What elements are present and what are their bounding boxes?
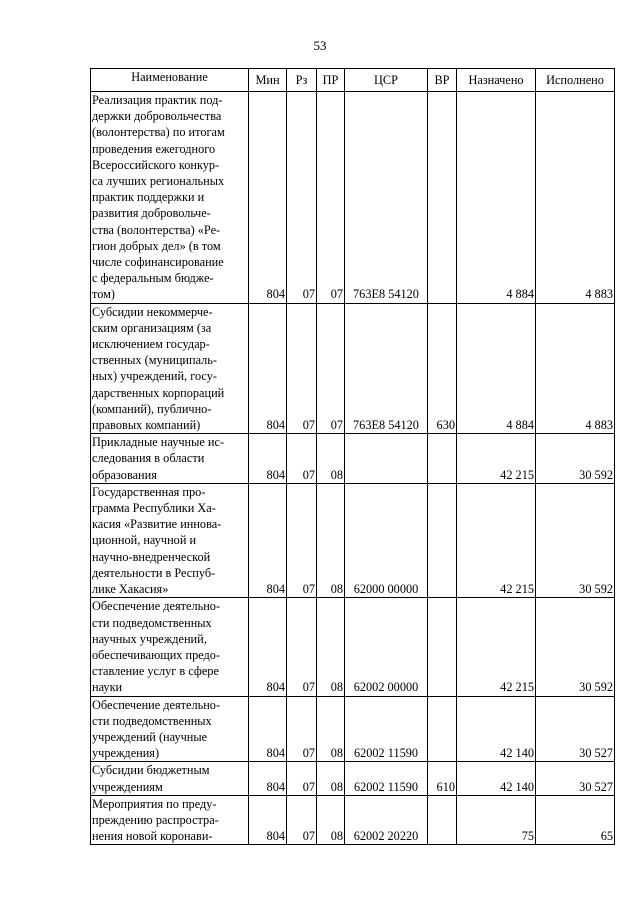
row-isp: 30 592 [536,434,615,484]
row-pr: 07 [317,92,345,304]
row-min: 804 [249,598,287,696]
row-name: Прикладные научные ис- следования в области образования [91,434,249,484]
header-csr: ЦСР [345,69,428,92]
row-pr: 08 [317,762,345,795]
row-pr: 08 [317,795,345,845]
row-rz: 07 [287,696,317,762]
row-pr: 08 [317,696,345,762]
row-nazn: 4 884 [457,303,536,434]
row-name: Мероприятия по преду- преждению распростра- нения новой коронави- [91,795,249,845]
row-pr: 08 [317,434,345,484]
header-vr: ВР [428,69,457,92]
row-min: 804 [249,483,287,597]
table-row [91,483,615,597]
row-rz: 07 [287,598,317,696]
row-rz: 07 [287,434,317,484]
table-row [91,92,615,304]
row-rz: 07 [287,762,317,795]
row-csr: 62002 11590 [345,762,428,795]
row-name: Реализация практик под- держки добровольчества (волонтерства) по итогам проведения ежегодного Всероссийского конкур- са лучших региональных практик поддержки и развития добровольче- ства (волонтерства) «Ре- гион добрых дел» (в том числе софинансирование с федеральным бюдже- том) [91,92,249,304]
row-isp: 4 883 [536,92,615,304]
row-name: Государственная про- грамма Республики Ха- касия «Развитие иннова- ционной, научной и научно-внедренческой деятельности в Респуб- лике Хакасия» [91,483,249,597]
row-isp: 30 592 [536,598,615,696]
header-min: Мин [249,69,287,92]
table-header-row [91,69,615,92]
header-rz: Рз [287,69,317,92]
header-pr: ПР [317,69,345,92]
row-csr: 763E8 54120 [345,303,428,434]
row-name: Обеспечение деятельно- сти подведомственных учреждений (научные учреждения) [91,696,249,762]
row-vr [428,483,457,597]
row-csr: 62002 20220 [345,795,428,845]
header-isp: Исполнено [536,69,615,92]
page-number: 53 [313,38,327,53]
row-csr [345,434,428,484]
row-min: 804 [249,696,287,762]
row-name: Обеспечение деятельно- сти подведомственных научных учреждений, обеспечивающих предо- ставление услуг в сфере науки [91,598,249,696]
row-pr: 08 [317,483,345,597]
row-isp: 30 527 [536,762,615,795]
row-vr: 610 [428,762,457,795]
row-min: 804 [249,92,287,304]
row-rz: 07 [287,303,317,434]
row-nazn: 75 [457,795,536,845]
row-isp: 30 592 [536,483,615,597]
row-isp: 30 527 [536,696,615,762]
row-rz: 07 [287,795,317,845]
row-min: 804 [249,795,287,845]
row-min: 804 [249,434,287,484]
table-row [91,434,615,484]
row-vr: 630 [428,303,457,434]
table-row [91,795,615,845]
row-vr [428,598,457,696]
row-nazn: 42 140 [457,762,536,795]
row-nazn: 42 215 [457,434,536,484]
row-nazn: 42 140 [457,696,536,762]
row-nazn: 4 884 [457,92,536,304]
row-pr: 08 [317,598,345,696]
row-csr: 62002 11590 [345,696,428,762]
row-rz: 07 [287,483,317,597]
table-row [91,303,615,434]
row-vr [428,696,457,762]
row-isp: 4 883 [536,303,615,434]
row-min: 804 [249,762,287,795]
header-nazn: Назначено [457,69,536,92]
row-min: 804 [249,303,287,434]
row-vr [428,795,457,845]
row-vr [428,92,457,304]
row-vr [428,434,457,484]
row-csr: 62002 00000 [345,598,428,696]
header-name: Наименование [91,69,249,92]
row-nazn: 42 215 [457,483,536,597]
row-name: Субсидии бюджетным учреждениям [91,762,249,795]
table-row [91,762,615,795]
table-row [91,696,615,762]
row-csr: 763E8 54120 [345,92,428,304]
budget-table [90,68,615,845]
row-name: Субсидии некоммерче- ским организациям (за исключением государ- ственных (муниципаль- ных) учреждений, госу- дарственных корпораций (компаний), публично- правовых компаний) [91,303,249,434]
table-row [91,598,615,696]
row-nazn: 42 215 [457,598,536,696]
row-pr: 07 [317,303,345,434]
row-csr: 62000 00000 [345,483,428,597]
row-isp: 65 [536,795,615,845]
row-rz: 07 [287,92,317,304]
